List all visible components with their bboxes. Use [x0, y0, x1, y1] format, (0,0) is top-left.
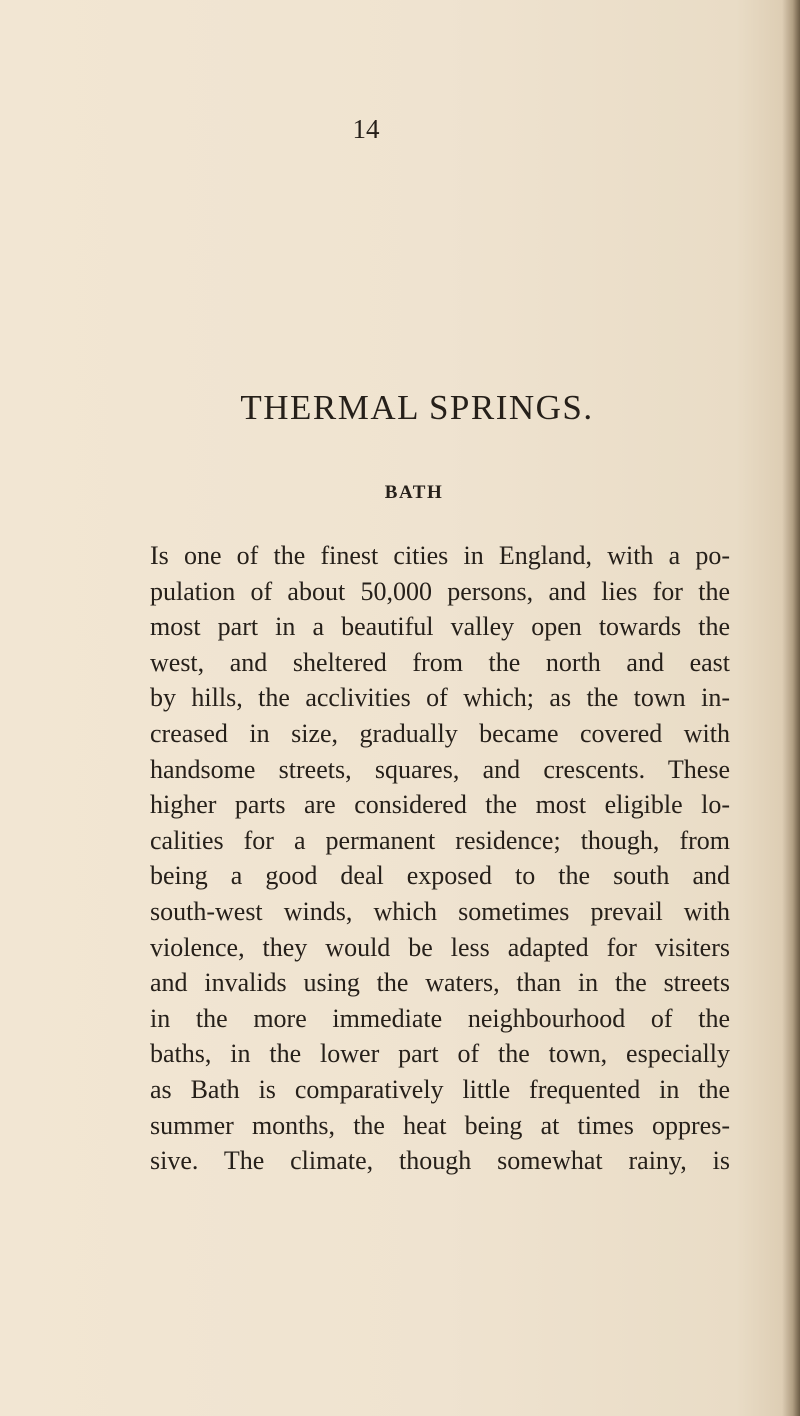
- page-number: 14: [352, 114, 380, 144]
- text-line: higher parts are considered the most eligible lo-: [150, 790, 730, 820]
- text-line: handsome streets, squares, and crescents. These: [150, 754, 730, 784]
- text-line: and invalids using the waters, than in the streets: [150, 968, 730, 998]
- chapter-title: THERMAL SPRINGS.: [240, 388, 594, 427]
- page-edge-shadow: [782, 0, 800, 1416]
- text-line: summer months, the heat being at times oppres-: [150, 1110, 730, 1140]
- text-line: calities for a permanent residence; though, from: [150, 825, 730, 855]
- text-line: south-west winds, which sometimes prevail with: [150, 896, 730, 926]
- text-line: creased in size, gradually became covered with: [150, 718, 730, 748]
- body-paragraph: [150, 538, 800, 1179]
- text-line: in the more immediate neighbourhood of the: [150, 1003, 730, 1033]
- text-line: pulation of about 50,000 persons, and lies for the: [150, 576, 730, 606]
- text-line: sive. The climate, though somewhat rainy, is: [150, 1146, 730, 1176]
- text-line: most part in a beautiful valley open towards the: [150, 612, 730, 642]
- section-heading: BATH: [384, 482, 444, 503]
- text-line: west, and sheltered from the north and east: [150, 647, 730, 677]
- text-line: being a good deal exposed to the south and: [150, 861, 730, 891]
- text-line: violence, they would be less adapted for visiters: [150, 932, 730, 962]
- text-line: baths, in the lower part of the town, especially: [150, 1039, 730, 1069]
- text-line: Is one of the finest cities in England, with a po-: [150, 541, 730, 570]
- text-line: as Bath is comparatively little frequented in the: [150, 1074, 730, 1104]
- text-line: by hills, the acclivities of which; as the town in-: [150, 683, 730, 713]
